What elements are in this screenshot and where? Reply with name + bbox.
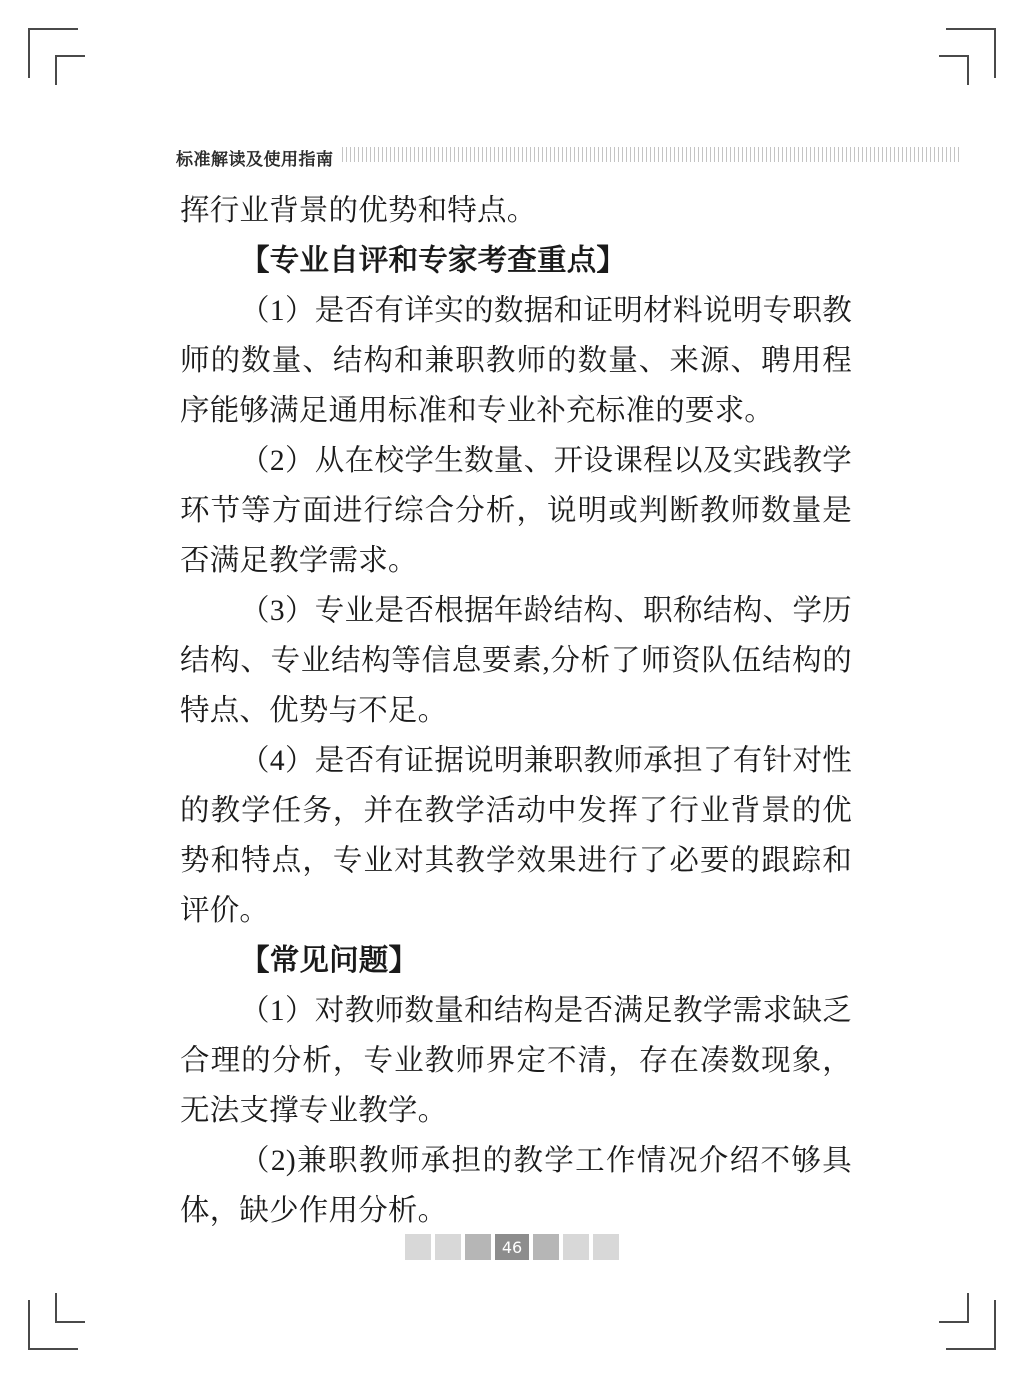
page-footer [0,1234,1024,1260]
crop-mark-bottom-left [28,1300,78,1350]
section1-item-4: （4）是否有证据说明兼职教师承担了有针对性的教学任务，并在教学活动中发挥了行业背景的优势和特点，专业对其教学效果进行了必要的跟踪和评价。 [180,745,852,927]
section-heading-self-evaluation: 【专业自评和专家考查重点】 [240,245,627,277]
page-body [180,186,852,1236]
section1-item-2: （2）从在校学生数量、开设课程以及实践教学环节等方面进行综合分析，说明或判断教师数量是否满足教学需求。 [180,445,852,577]
section-heading-common-problems: 【常见问题】 [240,945,419,977]
running-head-rule [342,147,961,162]
crop-mark-inner-bottom-left [55,1293,85,1323]
footer-block [465,1234,491,1260]
crop-mark-bottom-right [946,1300,996,1350]
crop-mark-inner-top-right [939,55,969,85]
section1-item-3: （3）专业是否根据年龄结构、职称结构、学历结构、专业结构等信息要素,分析了师资队伍结构的特点、优势与不足。 [180,595,852,727]
footer-block [533,1234,559,1260]
crop-mark-inner-bottom-right [939,1293,969,1323]
footer-block [563,1234,589,1260]
page-number: 46 [495,1234,529,1260]
running-head-title: 标准解读及使用指南 [176,150,334,170]
section1-item-1: （1）是否有详实的数据和证明材料说明专职教师的数量、结构和兼职教师的数量、来源、聘用程序能够满足通用标准和专业补充标准的要求。 [180,295,852,427]
footer-block [405,1234,431,1260]
footer-block [435,1234,461,1260]
crop-mark-top-right [946,28,996,78]
crop-mark-inner-top-left [55,55,85,85]
footer-block [593,1234,619,1260]
section2-item-2: （2)兼职教师承担的教学工作情况介绍不够具体，缺少作用分析。 [180,1145,852,1227]
crop-mark-top-left [28,28,78,78]
page-number-ornament [405,1234,619,1260]
lead-paragraph: 挥行业背景的优势和特点。 [180,195,537,227]
running-head [176,140,960,170]
section2-item-1: （1）对教师数量和结构是否满足教学需求缺乏合理的分析，专业教师界定不清，存在凑数现象，无法支撑专业教学。 [180,995,852,1127]
